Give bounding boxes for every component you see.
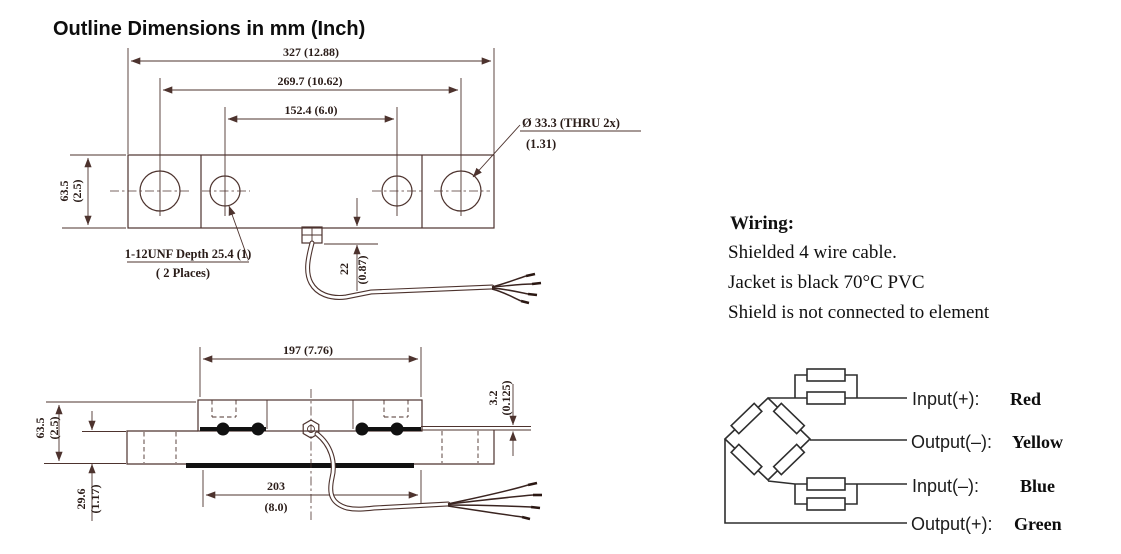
wire-tip [528, 294, 537, 295]
dim-32-mm-label: 3.2 [486, 390, 500, 406]
bottom-spacer-bar [186, 463, 414, 468]
compensation-resistor [807, 392, 845, 404]
bridge-color-label: Yellow [1012, 432, 1063, 452]
dim-203-mm-label: 203 [267, 479, 285, 493]
wiring-heading: Wiring: [730, 213, 795, 234]
bridge-signal-label: Input(+): [912, 389, 980, 409]
bridge-color-label: Red [1010, 389, 1041, 409]
bridge-signal-label: Output(–): [911, 432, 993, 452]
wiring-line-1: Shielded 4 wire cable. [728, 242, 897, 263]
side-view [33, 343, 542, 521]
dim-635-mm-label: 63.5 [57, 180, 71, 202]
wire-tip [526, 274, 535, 276]
load-button [252, 423, 265, 436]
dim-269-label: 269.7 (10.62) [277, 74, 343, 88]
dim-197-label: 197 (7.76) [283, 343, 333, 357]
dim-327-label: 327 (12.88) [283, 45, 339, 59]
wire-strand [448, 505, 531, 507]
wire-strand [448, 506, 522, 517]
bridge-diamond [725, 398, 810, 480]
compensation-resistor [807, 478, 845, 490]
wire-strand [448, 495, 533, 504]
thread-callout-line1: 1-12UNF Depth 25.4 (1) [124, 247, 252, 261]
wiring-line-2: Jacket is black 70°C PVC [728, 272, 925, 293]
hole-callout-line1: Ø 33.3 (THRU 2x) [522, 116, 620, 130]
wire-tip [532, 283, 541, 284]
top-plate-outline [198, 400, 422, 431]
hole-callout-line2: (1.31) [526, 137, 557, 151]
bridge-resistor [731, 444, 762, 474]
dim-296-in-label: (1.17) [88, 484, 102, 514]
load-button [356, 423, 369, 436]
page-title: Outline Dimensions in mm (Inch) [53, 18, 366, 40]
top-view [57, 45, 641, 303]
wire-tip [531, 507, 540, 508]
dim-152-label: 152.4 (6.0) [284, 103, 338, 117]
bridge-signal-label: Output(+): [911, 514, 993, 534]
compensation-resistor [807, 498, 845, 510]
beam-side-outline [127, 430, 494, 464]
leader-line [473, 125, 520, 177]
wire-strand [492, 289, 521, 301]
dim-635-side-mm-label: 63.5 [33, 417, 47, 439]
bridge-resistor [774, 403, 805, 433]
dim-635-in-label: (2.5) [70, 179, 84, 203]
cable-core [317, 434, 448, 509]
dim-296-mm-label: 29.6 [74, 488, 88, 510]
bridge-signal-label: Input(–): [912, 476, 980, 496]
bridge-resistor [731, 403, 762, 433]
dim-22-mm-label: 22 [337, 263, 351, 275]
load-button [217, 423, 230, 436]
beam-outline [128, 155, 494, 228]
wiring-notes [728, 213, 990, 323]
bridge-color-label: Green [1014, 514, 1062, 534]
thread-callout-line2: ( 2 Places) [155, 266, 211, 280]
wire-tip [528, 483, 537, 485]
wire-tip [522, 517, 530, 519]
cable [317, 434, 448, 509]
wire-strand [448, 485, 528, 504]
compensation-resistor [807, 369, 845, 381]
bridge-color-label: Blue [1020, 476, 1056, 496]
wire-tip [521, 301, 529, 303]
load-button [391, 423, 404, 436]
dim-32-in-label: (0.125) [499, 380, 513, 416]
dim-635-side-in-label: (2.5) [47, 416, 61, 440]
dim-22-in-label: (0.87) [355, 255, 369, 285]
bridge-circuit [725, 369, 1063, 534]
bridge-resistor [774, 444, 805, 474]
dim-203-in-label: (8.0) [264, 500, 288, 514]
wiring-line-3: Shield is not connected to element [728, 302, 990, 323]
